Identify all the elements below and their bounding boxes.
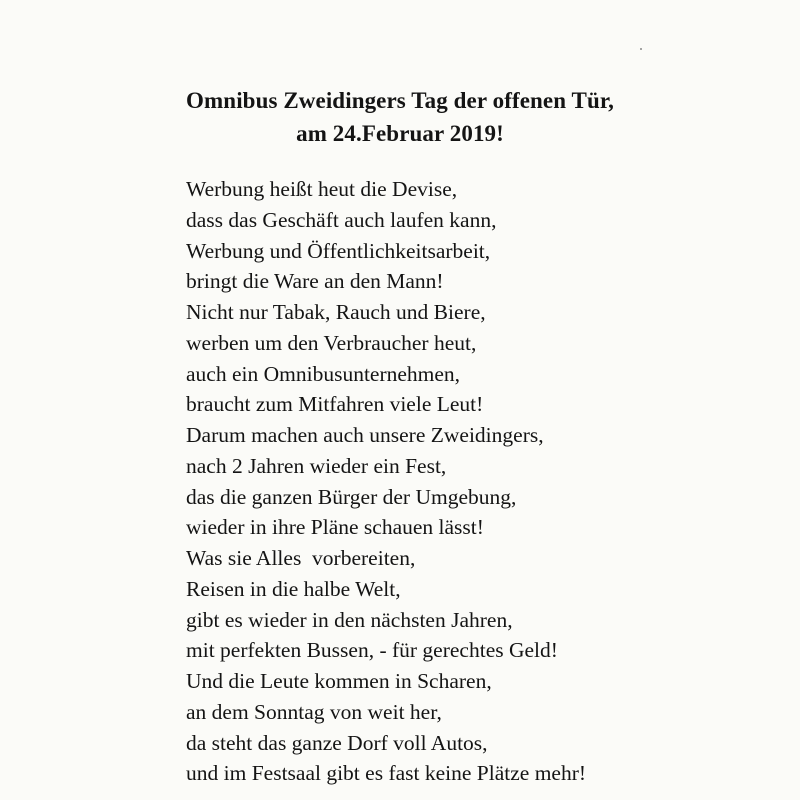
poem-line: Werbung und Öffentlichkeitsarbeit, (186, 238, 491, 263)
poem-line: mit perfekten Bussen, - für gerechtes Geld! (186, 638, 558, 663)
poem-line: bringt die Ware an den Mann! (186, 269, 444, 294)
poem-line: nach 2 Jahren wieder ein Fest, (186, 453, 447, 478)
poem-line: werben um den Verbraucher heut, (186, 330, 477, 355)
poem-line: dass das Geschäft auch laufen kann, (186, 207, 497, 232)
poem-line: das die ganzen Bürger der Umgebung, (186, 484, 517, 509)
poem-line: und im Festsaal gibt es fast keine Plätze mehr! (186, 761, 587, 786)
poem-line: da steht das ganze Dorf voll Autos, (186, 730, 488, 755)
poem-line: Darum machen auch unsere Zweidingers, (186, 423, 544, 447)
poem-line: Nicht nur Tabak, Rauch und Biere, (186, 300, 486, 324)
title-line-1: Omnibus Zweidingers Tag der offenen Tür, (186, 88, 614, 113)
poem-line: Reisen in die halbe Welt, (186, 576, 401, 601)
poem (186, 174, 586, 789)
poem-line: auch ein Omnibusunternehmen, (186, 361, 461, 386)
poem-line: wieder in ihre Pläne schauen lässt! (186, 515, 484, 540)
page-title (0, 84, 800, 150)
poem-line: an dem Sonntag von weit her, (186, 699, 442, 724)
scan-speck (640, 48, 642, 50)
poem-line: Was sie Alles vorbereiten, (186, 546, 416, 570)
poem-line: braucht zum Mitfahren viele Leut! (186, 392, 484, 417)
poem-line: Und die Leute kommen in Scharen, (186, 669, 492, 693)
title-line-2: am 24.Februar 2019! (296, 121, 504, 146)
poem-line: Werbung heißt heut die Devise, (186, 177, 458, 201)
poem-line: gibt es wieder in den nächsten Jahren, (186, 607, 513, 632)
